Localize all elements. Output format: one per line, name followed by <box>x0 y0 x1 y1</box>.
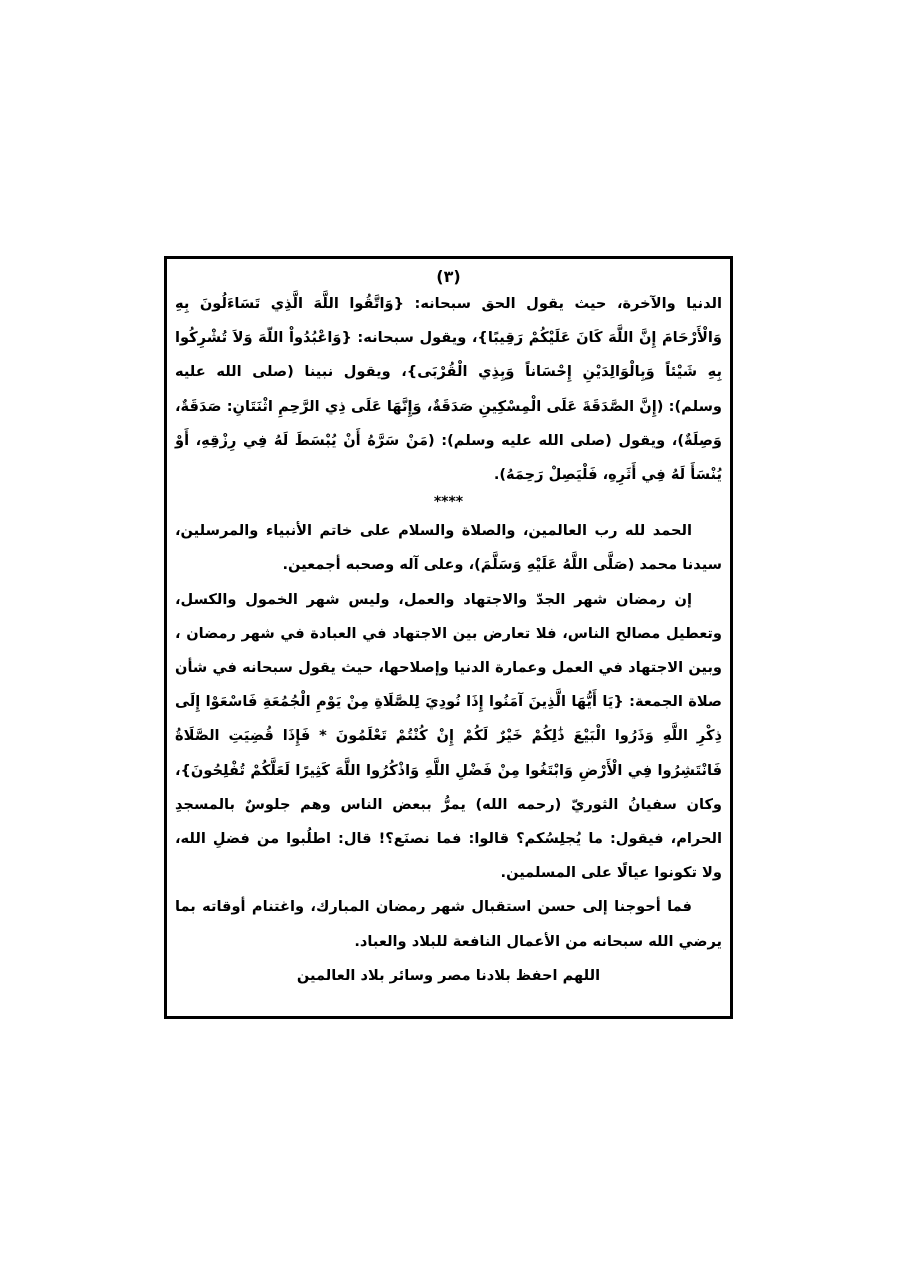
paragraph-praise: الحمد لله رب العالمين، والصلاة والسلام على خاتم الأنبياء والمرسلين، سيدنا محمد (صَلَّى اللَّهُ عَلَيْهِ وَسَلَّمَ)، وعلى آله وصحبه أجمعين. <box>175 522 722 574</box>
page-number: (٣) <box>436 267 461 286</box>
paragraph-ramadan: إن رمضان شهر الجدّ والاجتهاد والعمل، وليس شهر الخمول والكسل، وتعطيل مصالح الناس، فلا تعارض بين الاجتهاد في العبادة في شهر رمضان ، وبين الاجتهاد في العمل وعمارة الدنيا وإصلاحها، حيث يقول سبحانه في شأن صلاة الجمعة: {يَا أَيُّهَا الَّذِينَ آمَنُوا إِذَا نُودِيَ لِلصَّلَاةِ مِنْ يَوْمِ الْجُمُعَةِ فَاسْعَوْا إِلَى ذِكْرِ اللَّهِ وَذَرُوا الْبَيْعَ ذَٰلِكُمْ خَيْرٌ لَكُمْ إِنْ كُنْتُمْ تَعْلَمُونَ * فَإِذَا قُضِيَتِ الصَّلَاةُ فَانْتَشِرُوا فِي الْأَرْضِ وَابْتَغُوا مِنْ فَضْلِ اللَّهِ وَاذْكُرُوا اللَّهَ كَثِيرًا لَعَلَّكُمْ تُفْلِحُونَ}، وكان سفيانُ الثوريّ (رحمه الله) يمرُّ ببعض الناس وهم جلوسٌ بالمسجدِ الحرام، فيقول: ما يُجلِسُكم؟ قالوا: فما نصنَع؟! قال: اطلُبوا من فضلِ الله، ولا تكونوا عيالًا على المسلمين. <box>175 590 722 882</box>
page-frame <box>164 256 733 1019</box>
section-separator: **** <box>433 494 464 511</box>
paragraph-conclusion: فما أحوجنا إلى حسن استقبال شهر رمضان المبارك، واغتنام أوقاته بما يرضي الله سبحانه من الأعمال النافعة للبلاد والعباد. <box>175 898 722 950</box>
closing-prayer: اللهم احفظ بلادنا مصر وسائر بلاد العالمين <box>296 966 601 984</box>
paragraph-intro: الدنيا والآخرة، حيث يقول الحق سبحانه: {وَاتَّقُوا اللَّهَ الَّذِي تَسَاءَلُونَ بِهِ وَالْأَرْحَامَ إِنَّ اللَّهَ كَانَ عَلَيْكُمْ رَقِيبًا}، ويقول سبحانه: {وَاعْبُدُواْ اللّهَ وَلاَ تُشْرِكُوا بِهِ شَيْئاً وَبِالْوَالِدَيْنِ إِحْسَاناً وَبِذِي الْقُرْبَى}، ويقول نبينا (صلى الله عليه وسلم): (إِنَّ الصَّدَقَةَ عَلَى الْمِسْكِينِ صَدَقَةٌ، وَإِنَّهَا عَلَى ذِي الرَّحِمِ اثْنَتَانِ: صَدَقَةٌ، وَصِلَةٌ)، ويقول (صلى الله عليه وسلم): (مَنْ سَرَّهُ أَنْ يُبْسَطَ لَهُ فِي رِزْقِهِ، أَوْ يُنْسَأَ لَهُ فِي أَثَرِهِ، فَلْيَصِلْ رَحِمَهُ). <box>175 295 722 484</box>
